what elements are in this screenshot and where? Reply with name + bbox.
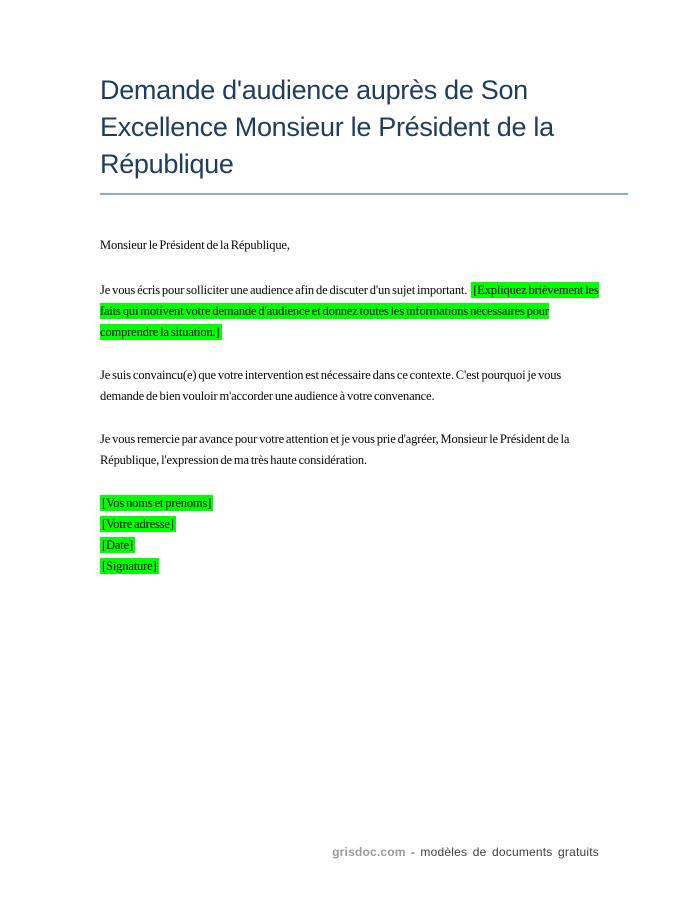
placeholder-signature-highlight: [Signature] bbox=[102, 559, 157, 573]
placeholder-name-highlight: [Vos noms et prénoms] bbox=[102, 496, 212, 510]
signature-block bbox=[100, 493, 599, 577]
footer-brand-link[interactable]: grisdoc.com bbox=[332, 845, 406, 859]
signature-line-name bbox=[100, 493, 599, 514]
letter-body bbox=[100, 235, 599, 577]
signature-line-date bbox=[100, 535, 599, 556]
paragraph-conviction: Je suis convaincu(e) que votre intervention est nécessaire dans ce contexte. C'est pourquoi je vous demande de bien vouloir m'accorder une audience à votre convenance. bbox=[100, 368, 562, 403]
paragraph-request-text: Je vous écris pour solliciter une audience afin de discuter d'un sujet important. bbox=[100, 283, 470, 297]
document-content bbox=[100, 72, 630, 577]
salutation: Monsieur le Président de la République, bbox=[100, 238, 290, 252]
footer-tagline: - modèles de documents gratuits bbox=[410, 845, 599, 859]
placeholder-date-highlight: [Date] bbox=[102, 538, 134, 552]
placeholder-address-highlight: [Votre adresse] bbox=[102, 517, 174, 531]
signature-line-signature bbox=[100, 556, 599, 577]
signature-line-address bbox=[100, 514, 599, 535]
placeholder-explanation-highlight: [Expliquez brièvement les faits qui motivent votre demande d'audience et donnez toutes les informations nécessaires pour comprendre la situation.] bbox=[100, 283, 599, 339]
document-title: Demande d'audience auprès de Son Excellence Monsieur le Président de la République bbox=[100, 72, 628, 195]
page-footer bbox=[100, 845, 599, 859]
paragraph-closing: Je vous remercie par avance pour votre attention et je vous prie d'agréer, Monsieur le Président de la République, l'expression de ma très haute considération. bbox=[100, 432, 570, 467]
paragraph-request bbox=[100, 280, 599, 343]
